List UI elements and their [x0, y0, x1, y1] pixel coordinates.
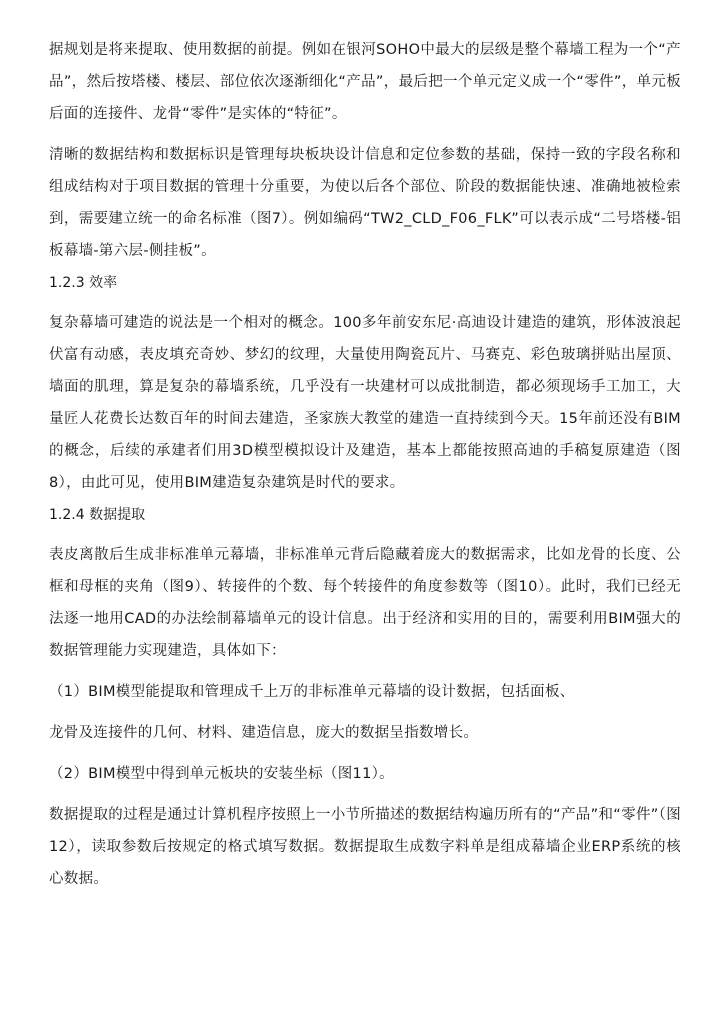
section-heading-efficiency: 1.2.3 效率: [49, 275, 118, 291]
document-page: [49, 34, 681, 895]
list-item-1: （1）BIM模型能提取和管理成千上万的非标准单元幕墙的设计数据，包括面板、: [49, 684, 575, 700]
section-heading-data-extraction: 1.2.4 数据提取: [49, 507, 146, 523]
paragraph-complex-curtain-wall: 复杂幕墙可建造的说法是一个相对的概念。100多年前安东尼·高迪设计建造的建筑，形体波浪起伏富有动感，表皮填充奇妙、梦幻的纹理，大量使用陶瓷瓦片、马赛克、彩色玻璃拼贴出屋顶、墙面的肌理，算是复杂的幕墙系统，几乎没有一块建材可以成批制造，都必须现场手工加工，大量匠人花费长达数百年的时间去建造，圣家族大教堂的建造一直持续到今天。15年前还没有BIM的概念，后续的承建者们用3D模型模拟设计及建造，基本上都能按照高迪的手稿复原建造（图8），由此可见，使用BIM建造复杂建筑是时代的要求。: [49, 315, 681, 491]
paragraph-nonstandard-units: 表皮离散后生成非标准单元幕墙，非标准单元背后隐藏着庞大的数据需求，比如龙骨的长度、公框和母框的夹角（图9）、转接件的个数、每个转接件的角度参数等（图10）。此时，我们已经无法逐一地用CAD的办法绘制幕墙单元的设计信息。出于经济和实用的目的，需要利用BIM强大的数据管理能力实现建造，具体如下：: [49, 547, 681, 659]
paragraph-data-planning: 据规划是将来提取、使用数据的前提。例如在银河SOHO中最大的层级是整个幕墙工程为一个“产品”，然后按塔楼、楼层、部位依次逐渐细化“产品”，最后把一个单元定义成一个“零件”，单元板后面的连接件、龙骨“零件”是实体的“特征”。: [49, 42, 681, 122]
paragraph-data-structure: 清晰的数据结构和数据标识是管理每块板块设计信息和定位参数的基础，保持一致的字段名称和组成结构对于项目数据的管理十分重要，为使以后各个部位、阶段的数据能快速、准确地被检索到，需要建立统一的命名标准（图7）。例如编码“TW2_CLD_F06_FLK”可以表示成“二号塔楼-铝板幕墙-第六层-侧挂板”。: [49, 147, 681, 259]
list-item-1-continued: 龙骨及连接件的几何、材料、建造信息，庞大的数据呈指数增长。: [49, 725, 479, 741]
paragraph-extraction-process: 数据提取的过程是通过计算机程序按照上一小节所描述的数据结构遍历所有的“产品”和“零件”（图12），读取参数后按规定的格式填写数据。数据提取生成数字料单是组成幕墙企业ERP系统的核心数据。: [49, 807, 681, 887]
list-item-2: （2）BIM模型中得到单元板块的安装坐标（图11）。: [49, 766, 394, 782]
